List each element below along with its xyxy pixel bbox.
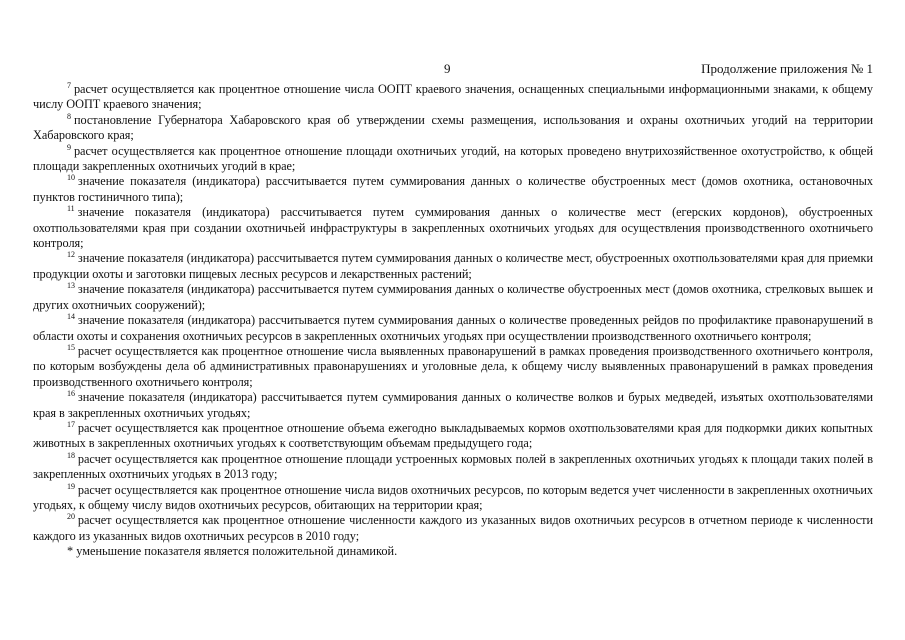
note-item xyxy=(33,282,873,313)
note-mark: 18 xyxy=(67,450,75,460)
page-number: 9 xyxy=(444,61,451,76)
note-text: значение показателя (индикатора) рассчитывается путем суммирования данных о количестве обустроенных мест (домов охотника, остановочных пунктов гостиничного типа); xyxy=(33,174,873,204)
note-mark: 19 xyxy=(67,481,75,491)
note-item xyxy=(33,174,873,205)
note-text: значение показателя (индикатора) рассчитывается путем суммирования данных о количестве волков и бурых медведей, изъятых охотпользователями края в закрепленных охотничьих угодьях; xyxy=(33,390,873,420)
note-mark: 15 xyxy=(67,342,75,352)
footnote: * уменьшение показателя является положительной динамикой. xyxy=(67,544,398,559)
appendix-continuation-label: Продолжение приложения № 1 xyxy=(701,61,873,76)
note-text: значение показателя (индикатора) рассчитывается путем суммирования данных о количестве мест, обустроенных охотпользователями края для приемки продукции охоты и заготовки пищевых лесных ресурсов и лекарственных растений; xyxy=(33,251,873,281)
note-mark: 17 xyxy=(67,419,75,429)
note-mark: 14 xyxy=(67,312,75,322)
note-text: расчет осуществляется как процентное отношение числа ООПТ краевого значения, оснащенных специальными информационными знаками, к общему числу ООПТ краевого значения; xyxy=(33,82,873,112)
note-item xyxy=(33,344,873,390)
note-text: значение показателя (индикатора) рассчитывается путем суммирования данных о количестве обустроенных мест (домов охотника, стрелковых вышек и других охотничьих сооружений); xyxy=(33,282,873,312)
note-item xyxy=(33,113,873,144)
note-text: расчет осуществляется как процентное отношение численности каждого из указанных видов охотничьих ресурсов в отчетном периоде к численности каждого из указанных видов охотничьих ресурсов в 2010 году; xyxy=(33,513,873,543)
note-item xyxy=(33,82,873,113)
note-item xyxy=(33,452,873,483)
note-text: расчет осуществляется как процентное отношение объема ежегодно выкладываемых кормов охотпользователями края для подкормки диких копытных животных в закрепленных охотничьих угодьях к соответствующим объемам предыдущего года; xyxy=(33,420,873,451)
note-item xyxy=(33,421,873,452)
note-text: значение показателя (индикатора) рассчитывается путем суммирования данных о количестве проведенных рейдов по профилактике правонарушений в области охоты и сохранения охотничьих ресурсов в закрепленных охотничьих угодьях при осуществлении производственного охотничьего контроля; xyxy=(33,313,873,343)
note-mark: 7 xyxy=(67,81,71,90)
note-mark: 13 xyxy=(67,281,75,291)
note-text: расчет осуществляется как процентное отношение площади охотничьих угодий, на которых проведено внутрихозяйственное охотустройство, к общей площади закрепленных охотничьих угодий в крае; xyxy=(33,143,873,174)
note-text: значение показателя (индикатора) рассчитывается путем суммирования данных о количестве мест (егерских кордонов), обустроенных охотпользователями края при создании охотничьей инфраструктуры в закрепленных охотничьих угодьях для осуществления производственного охотничьего контроля; xyxy=(33,205,873,251)
note-text: постановление Губернатора Хабаровского края об утверждении схемы размещения, использования и охраны охотничьих угодий на территории Хабаровского края; xyxy=(33,112,873,143)
note-mark: 11 xyxy=(67,204,75,214)
note-mark: 9 xyxy=(67,142,71,152)
note-mark: 20 xyxy=(67,512,75,522)
note-item xyxy=(33,251,873,282)
note-item xyxy=(33,205,873,251)
note-mark: 8 xyxy=(67,111,71,121)
note-item xyxy=(33,144,873,175)
note-item xyxy=(33,483,873,514)
note-mark: 10 xyxy=(67,173,75,183)
note-text: расчет осуществляется как процентное отношение числа выявленных правонарушений в рамках проведения производственного охотничьего контроля, по которым возбуждены дела об административных правонарушениях и уголовные дела, к общему числу выявленных правонарушений в рамках проведения производственного охотничьего контроля; xyxy=(33,343,873,389)
note-item xyxy=(33,313,873,344)
note-text: расчет осуществляется как процентное отношение площади устроенных кормовых полей в закрепленных охотничьих угодьях к площади таких полей в закрепленных охотничьих угодьях в 2013 году; xyxy=(33,451,873,482)
note-item xyxy=(33,513,873,544)
notes-list xyxy=(33,82,873,560)
note-item xyxy=(33,390,873,421)
note-text: расчет осуществляется как процентное отношение числа видов охотничьих ресурсов, по которым ведется учет численности в закрепленных охотничьих угодьях, к общему числу видов охотничьих ресурсов, обитающих на территории края; xyxy=(33,482,873,512)
note-mark: 12 xyxy=(67,250,75,260)
note-mark: 16 xyxy=(67,389,75,399)
